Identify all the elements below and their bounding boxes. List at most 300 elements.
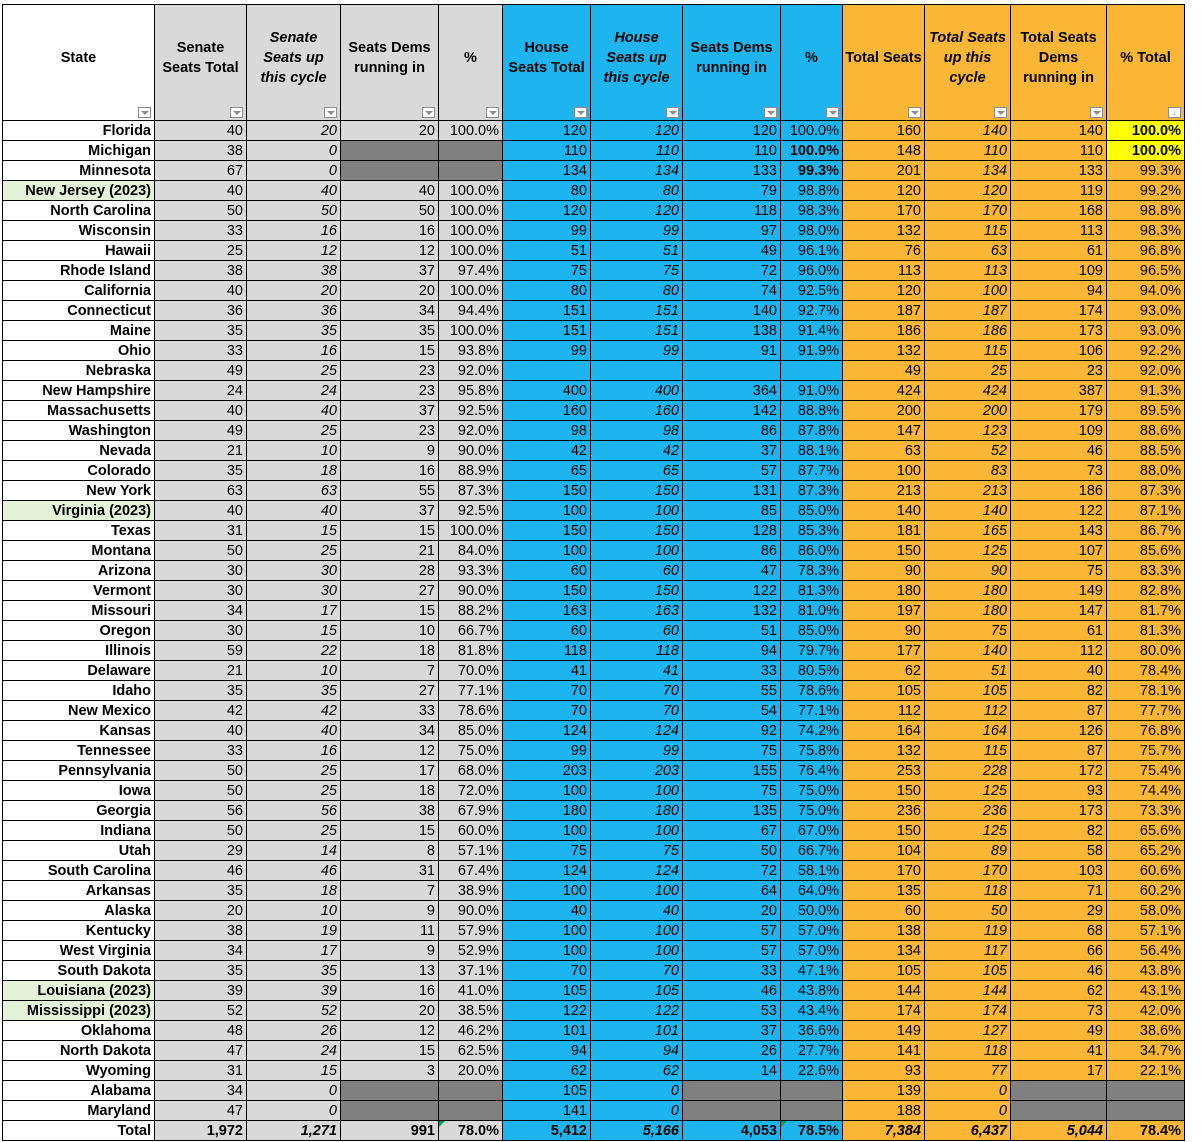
cell[interactable]: 101 — [503, 1021, 591, 1041]
cell[interactable]: 75 — [925, 621, 1011, 641]
state-cell[interactable]: California — [3, 281, 155, 301]
cell[interactable]: 58.0% — [1107, 901, 1185, 921]
cell[interactable]: 118 — [503, 641, 591, 661]
state-cell[interactable]: Idaho — [3, 681, 155, 701]
cell[interactable]: 77 — [925, 1061, 1011, 1081]
cell[interactable]: 132 — [843, 221, 925, 241]
cell[interactable]: 132 — [843, 341, 925, 361]
cell[interactable]: 22.6% — [781, 1061, 843, 1081]
cell[interactable]: 100.0% — [439, 321, 503, 341]
state-cell[interactable]: Maryland — [3, 1101, 155, 1121]
cell[interactable]: 170 — [925, 201, 1011, 221]
cell[interactable]: 87.8% — [781, 421, 843, 441]
cell[interactable]: 203 — [591, 761, 683, 781]
cell[interactable]: 150 — [591, 481, 683, 501]
filter-dropdown-icon[interactable] — [666, 107, 679, 118]
cell[interactable]: 30 — [247, 561, 341, 581]
cell[interactable]: 96.8% — [1107, 241, 1185, 261]
cell[interactable]: 57.9% — [439, 921, 503, 941]
cell[interactable]: 0 — [247, 1081, 341, 1101]
cell[interactable]: 105 — [503, 981, 591, 1001]
cell[interactable]: 99 — [503, 341, 591, 361]
cell[interactable] — [341, 141, 439, 161]
cell[interactable]: 144 — [925, 981, 1011, 1001]
cell[interactable]: 25 — [925, 361, 1011, 381]
state-cell[interactable]: Pennsylvania — [3, 761, 155, 781]
cell[interactable]: 17 — [247, 941, 341, 961]
state-cell[interactable]: Michigan — [3, 141, 155, 161]
state-cell[interactable]: Nebraska — [3, 361, 155, 381]
cell[interactable]: 20 — [341, 1001, 439, 1021]
cell[interactable]: 9 — [341, 901, 439, 921]
cell[interactable]: 31 — [155, 521, 247, 541]
cell[interactable]: 115 — [925, 221, 1011, 241]
cell[interactable]: 132 — [683, 601, 781, 621]
filter-dropdown-icon[interactable] — [1090, 107, 1103, 118]
cell[interactable]: 67.4% — [439, 861, 503, 881]
cell[interactable]: 150 — [843, 821, 925, 841]
cell[interactable]: 120 — [503, 201, 591, 221]
cell[interactable]: 100 — [591, 781, 683, 801]
cell[interactable]: 62 — [843, 661, 925, 681]
filter-dropdown-icon[interactable] — [826, 107, 839, 118]
filter-dropdown-icon[interactable] — [230, 107, 243, 118]
cell[interactable]: 46 — [155, 861, 247, 881]
cell[interactable]: 100.0% — [439, 181, 503, 201]
cell[interactable]: 12 — [341, 1021, 439, 1041]
cell[interactable]: 60 — [503, 621, 591, 641]
cell[interactable]: 28 — [341, 561, 439, 581]
cell[interactable]: 8 — [341, 841, 439, 861]
cell[interactable]: 127 — [925, 1021, 1011, 1041]
cell[interactable]: 140 — [683, 301, 781, 321]
state-cell[interactable]: New Mexico — [3, 701, 155, 721]
cell[interactable]: 160 — [503, 401, 591, 421]
cell[interactable]: 88.8% — [781, 401, 843, 421]
cell[interactable]: 88.1% — [781, 441, 843, 461]
cell[interactable]: 40 — [591, 901, 683, 921]
cell[interactable]: 67 — [155, 161, 247, 181]
cell[interactable]: 60 — [843, 901, 925, 921]
state-cell[interactable]: Illinois — [3, 641, 155, 661]
cell[interactable]: 80 — [591, 281, 683, 301]
cell[interactable]: 92.5% — [439, 501, 503, 521]
state-cell[interactable]: New Hampshire — [3, 381, 155, 401]
cell[interactable]: 96.1% — [781, 241, 843, 261]
cell[interactable]: 124 — [591, 721, 683, 741]
cell[interactable]: 43.8% — [781, 981, 843, 1001]
cell[interactable]: 74.4% — [1107, 781, 1185, 801]
cell[interactable]: 64 — [683, 881, 781, 901]
cell[interactable]: 120 — [843, 181, 925, 201]
cell[interactable]: 100 — [503, 881, 591, 901]
state-cell[interactable]: Rhode Island — [3, 261, 155, 281]
cell[interactable]: 186 — [925, 321, 1011, 341]
cell[interactable]: 26 — [247, 1021, 341, 1041]
cell[interactable]: 5,166 — [591, 1121, 683, 1141]
cell[interactable]: 122 — [591, 1001, 683, 1021]
cell[interactable]: 25 — [247, 761, 341, 781]
cell[interactable]: 100 — [503, 941, 591, 961]
filter-dropdown-icon[interactable] — [908, 107, 921, 118]
cell[interactable]: 97.4% — [439, 261, 503, 281]
cell[interactable]: 82.8% — [1107, 581, 1185, 601]
cell[interactable]: 125 — [925, 781, 1011, 801]
cell[interactable]: 50 — [155, 201, 247, 221]
cell[interactable]: 77.1% — [781, 701, 843, 721]
state-cell[interactable]: Indiana — [3, 821, 155, 841]
cell[interactable]: 59 — [155, 641, 247, 661]
cell[interactable]: 236 — [925, 801, 1011, 821]
cell[interactable]: 87.3% — [439, 481, 503, 501]
cell[interactable]: 35 — [155, 321, 247, 341]
cell[interactable]: 38 — [341, 801, 439, 821]
cell[interactable]: 57 — [683, 461, 781, 481]
cell[interactable]: 99 — [503, 741, 591, 761]
cell[interactable]: 94 — [591, 1041, 683, 1061]
cell[interactable]: 81.0% — [781, 601, 843, 621]
state-cell[interactable]: North Carolina — [3, 201, 155, 221]
cell[interactable]: 74.2% — [781, 721, 843, 741]
cell[interactable]: 141 — [503, 1101, 591, 1121]
cell[interactable]: 74 — [683, 281, 781, 301]
cell[interactable]: 87.7% — [781, 461, 843, 481]
cell[interactable]: 27 — [341, 681, 439, 701]
cell[interactable]: 92.5% — [439, 401, 503, 421]
cell[interactable]: 17 — [247, 601, 341, 621]
cell[interactable]: 93 — [843, 1061, 925, 1081]
cell[interactable]: 70 — [591, 701, 683, 721]
cell[interactable]: 56 — [155, 801, 247, 821]
filter-dropdown-icon[interactable] — [422, 107, 435, 118]
cell[interactable]: 98.8% — [1107, 201, 1185, 221]
filter-dropdown-icon[interactable] — [324, 107, 337, 118]
cell[interactable]: 187 — [925, 301, 1011, 321]
state-cell[interactable]: Kansas — [3, 721, 155, 741]
cell[interactable]: 34 — [155, 941, 247, 961]
cell[interactable]: 25 — [247, 781, 341, 801]
cell[interactable]: 93 — [1011, 781, 1107, 801]
cell[interactable]: 132 — [843, 741, 925, 761]
cell[interactable]: 13 — [341, 961, 439, 981]
cell[interactable]: 131 — [683, 481, 781, 501]
state-cell[interactable]: Oklahoma — [3, 1021, 155, 1041]
cell[interactable]: 18 — [341, 781, 439, 801]
cell[interactable]: 78.5% — [781, 1121, 843, 1141]
cell[interactable]: 82 — [1011, 821, 1107, 841]
cell[interactable]: 85.0% — [781, 621, 843, 641]
cell[interactable]: 88.5% — [1107, 441, 1185, 461]
cell[interactable]: 18 — [341, 641, 439, 661]
state-cell[interactable]: Washington — [3, 421, 155, 441]
cell[interactable]: 144 — [843, 981, 925, 1001]
cell[interactable]: 135 — [843, 881, 925, 901]
cell[interactable]: 100 — [503, 781, 591, 801]
cell[interactable]: 134 — [843, 941, 925, 961]
cell[interactable]: 364 — [683, 381, 781, 401]
cell[interactable]: 120 — [925, 181, 1011, 201]
cell[interactable]: 160 — [591, 401, 683, 421]
sort-descending-icon[interactable] — [1168, 107, 1181, 118]
cell[interactable]: 56 — [247, 801, 341, 821]
cell[interactable]: 118 — [925, 881, 1011, 901]
cell[interactable]: 33 — [683, 961, 781, 981]
cell[interactable] — [683, 361, 781, 381]
cell[interactable]: 88.6% — [1107, 421, 1185, 441]
cell[interactable]: 11 — [341, 921, 439, 941]
cell[interactable]: 150 — [591, 581, 683, 601]
cell[interactable]: 149 — [843, 1021, 925, 1041]
cell[interactable]: 43.8% — [1107, 961, 1185, 981]
cell[interactable]: 18 — [247, 461, 341, 481]
state-cell[interactable]: Colorado — [3, 461, 155, 481]
cell[interactable]: 0 — [925, 1101, 1011, 1121]
cell[interactable]: 17 — [1011, 1061, 1107, 1081]
cell[interactable]: 100.0% — [439, 521, 503, 541]
cell[interactable]: 24 — [155, 381, 247, 401]
cell[interactable]: 80.5% — [781, 661, 843, 681]
cell[interactable]: 53 — [683, 1001, 781, 1021]
cell[interactable] — [781, 1101, 843, 1121]
cell[interactable]: 200 — [925, 401, 1011, 421]
cell[interactable]: 179 — [1011, 401, 1107, 421]
state-cell[interactable]: Kentucky — [3, 921, 155, 941]
cell[interactable]: 14 — [247, 841, 341, 861]
cell[interactable]: 118 — [683, 201, 781, 221]
cell[interactable]: 99.2% — [1107, 181, 1185, 201]
cell[interactable]: 63 — [925, 241, 1011, 261]
cell[interactable]: 40 — [155, 181, 247, 201]
cell[interactable]: 40 — [503, 901, 591, 921]
cell[interactable]: 37.1% — [439, 961, 503, 981]
cell[interactable]: 125 — [925, 821, 1011, 841]
cell[interactable]: 93.0% — [1107, 321, 1185, 341]
cell[interactable]: 60.0% — [439, 821, 503, 841]
cell[interactable]: 186 — [1011, 481, 1107, 501]
cell[interactable]: 103 — [1011, 861, 1107, 881]
cell[interactable]: 87 — [1011, 741, 1107, 761]
cell[interactable]: 90.0% — [439, 901, 503, 921]
cell[interactable]: 79 — [683, 181, 781, 201]
cell[interactable]: 75.8% — [781, 741, 843, 761]
cell[interactable]: 52 — [925, 441, 1011, 461]
cell[interactable]: 78.4% — [1107, 1121, 1185, 1141]
cell[interactable]: 76.4% — [781, 761, 843, 781]
cell[interactable]: 151 — [591, 321, 683, 341]
cell[interactable]: 82 — [1011, 681, 1107, 701]
cell[interactable]: 149 — [1011, 581, 1107, 601]
cell[interactable]: 138 — [843, 921, 925, 941]
cell[interactable]: 163 — [503, 601, 591, 621]
cell[interactable]: 7 — [341, 881, 439, 901]
cell[interactable]: 35 — [155, 681, 247, 701]
cell[interactable]: 49 — [1011, 1021, 1107, 1041]
cell[interactable]: 150 — [843, 541, 925, 561]
cell[interactable]: 1,972 — [155, 1121, 247, 1141]
cell[interactable]: 115 — [925, 741, 1011, 761]
cell[interactable]: 20 — [155, 901, 247, 921]
cell[interactable]: 51 — [503, 241, 591, 261]
cell[interactable]: 54 — [683, 701, 781, 721]
cell[interactable]: 4,053 — [683, 1121, 781, 1141]
cell[interactable]: 57.1% — [1107, 921, 1185, 941]
cell[interactable]: 70 — [503, 681, 591, 701]
cell[interactable]: 15 — [341, 521, 439, 541]
state-cell[interactable]: Georgia — [3, 801, 155, 821]
cell[interactable] — [781, 361, 843, 381]
cell[interactable]: 16 — [247, 741, 341, 761]
cell[interactable]: 0 — [591, 1101, 683, 1121]
state-cell[interactable]: Maine — [3, 321, 155, 341]
filter-dropdown-icon[interactable] — [486, 107, 499, 118]
cell[interactable] — [683, 1101, 781, 1121]
state-cell[interactable]: Louisiana (2023) — [3, 981, 155, 1001]
cell[interactable]: 122 — [1011, 501, 1107, 521]
cell[interactable]: 56.4% — [1107, 941, 1185, 961]
cell[interactable]: 100.0% — [439, 241, 503, 261]
state-cell[interactable]: New Jersey (2023) — [3, 181, 155, 201]
cell[interactable]: 90 — [843, 561, 925, 581]
cell[interactable]: 40 — [341, 181, 439, 201]
cell[interactable]: 99.3% — [1107, 161, 1185, 181]
cell[interactable]: 16 — [341, 461, 439, 481]
cell[interactable]: 110 — [503, 141, 591, 161]
cell[interactable]: 42 — [591, 441, 683, 461]
cell[interactable]: 96.5% — [1107, 261, 1185, 281]
cell[interactable]: 174 — [1011, 301, 1107, 321]
cell[interactable]: 46 — [683, 981, 781, 1001]
cell[interactable]: 57 — [683, 941, 781, 961]
cell[interactable]: 89 — [925, 841, 1011, 861]
cell[interactable]: 151 — [591, 301, 683, 321]
cell[interactable]: 41 — [591, 661, 683, 681]
cell[interactable]: 80 — [503, 281, 591, 301]
cell[interactable]: 91.3% — [1107, 381, 1185, 401]
cell[interactable]: 100 — [503, 821, 591, 841]
cell[interactable]: 49 — [683, 241, 781, 261]
cell[interactable]: 5,412 — [503, 1121, 591, 1141]
cell[interactable]: 100 — [503, 921, 591, 941]
cell[interactable]: 83.3% — [1107, 561, 1185, 581]
total-label[interactable]: Total — [3, 1121, 155, 1141]
cell[interactable]: 25 — [247, 421, 341, 441]
cell[interactable]: 88.9% — [439, 461, 503, 481]
cell[interactable]: 33 — [155, 221, 247, 241]
cell[interactable]: 51 — [591, 241, 683, 261]
cell[interactable]: 203 — [503, 761, 591, 781]
cell[interactable]: 400 — [503, 381, 591, 401]
cell[interactable]: 70 — [591, 681, 683, 701]
cell[interactable] — [341, 161, 439, 181]
cell[interactable]: 50 — [341, 201, 439, 221]
cell[interactable]: 119 — [1011, 181, 1107, 201]
cell[interactable]: 29 — [155, 841, 247, 861]
state-cell[interactable]: Mississippi (2023) — [3, 1001, 155, 1021]
state-cell[interactable]: Wyoming — [3, 1061, 155, 1081]
cell[interactable]: 37 — [341, 401, 439, 421]
cell[interactable]: 96.0% — [781, 261, 843, 281]
cell[interactable]: 100.0% — [1107, 141, 1185, 161]
cell[interactable]: 94.0% — [1107, 281, 1185, 301]
state-cell[interactable]: North Dakota — [3, 1041, 155, 1061]
state-cell[interactable]: New York — [3, 481, 155, 501]
cell[interactable]: 20 — [341, 281, 439, 301]
cell[interactable]: 25 — [247, 821, 341, 841]
cell[interactable]: 62 — [1011, 981, 1107, 1001]
cell[interactable]: 164 — [843, 721, 925, 741]
cell[interactable]: 9 — [341, 941, 439, 961]
cell[interactable]: 50 — [683, 841, 781, 861]
cell[interactable]: 29 — [1011, 901, 1107, 921]
cell[interactable]: 60 — [591, 621, 683, 641]
cell[interactable]: 77.1% — [439, 681, 503, 701]
filter-dropdown-icon[interactable] — [574, 107, 587, 118]
cell[interactable]: 78.6% — [439, 701, 503, 721]
cell[interactable]: 75 — [591, 261, 683, 281]
cell[interactable]: 92.2% — [1107, 341, 1185, 361]
cell[interactable]: 173 — [1011, 801, 1107, 821]
cell[interactable]: 60.2% — [1107, 881, 1185, 901]
cell[interactable]: 99 — [503, 221, 591, 241]
cell[interactable] — [439, 161, 503, 181]
cell[interactable]: 78.6% — [781, 681, 843, 701]
cell[interactable]: 67.9% — [439, 801, 503, 821]
cell[interactable]: 105 — [925, 681, 1011, 701]
cell[interactable]: 16 — [341, 981, 439, 1001]
cell[interactable]: 12 — [247, 241, 341, 261]
cell[interactable]: 89.5% — [1107, 401, 1185, 421]
cell[interactable]: 81.3% — [1107, 621, 1185, 641]
cell[interactable]: 172 — [1011, 761, 1107, 781]
cell[interactable]: 125 — [925, 541, 1011, 561]
cell[interactable]: 34 — [155, 1081, 247, 1101]
cell[interactable]: 62 — [503, 1061, 591, 1081]
cell[interactable]: 105 — [843, 681, 925, 701]
cell[interactable]: 109 — [1011, 421, 1107, 441]
cell[interactable] — [1107, 1101, 1185, 1121]
cell[interactable]: 12 — [341, 241, 439, 261]
cell[interactable]: 25 — [247, 541, 341, 561]
cell[interactable]: 100.0% — [439, 201, 503, 221]
cell[interactable]: 138 — [683, 321, 781, 341]
cell[interactable]: 42 — [155, 701, 247, 721]
cell[interactable]: 40 — [247, 501, 341, 521]
cell[interactable]: 63 — [247, 481, 341, 501]
cell[interactable]: 30 — [155, 561, 247, 581]
cell[interactable]: 50 — [155, 761, 247, 781]
cell[interactable]: 17 — [341, 761, 439, 781]
cell[interactable]: 113 — [925, 261, 1011, 281]
cell[interactable]: 49 — [155, 421, 247, 441]
cell[interactable]: 201 — [843, 161, 925, 181]
cell[interactable]: 87.3% — [1107, 481, 1185, 501]
cell[interactable]: 78.3% — [781, 561, 843, 581]
cell[interactable]: 66.7% — [781, 841, 843, 861]
cell[interactable] — [341, 1081, 439, 1101]
cell[interactable]: 98.8% — [781, 181, 843, 201]
cell[interactable]: 43.1% — [1107, 981, 1185, 1001]
cell[interactable]: 30 — [155, 581, 247, 601]
cell[interactable]: 93.8% — [439, 341, 503, 361]
cell[interactable]: 60.6% — [1107, 861, 1185, 881]
cell[interactable]: 70 — [591, 961, 683, 981]
cell[interactable]: 105 — [925, 961, 1011, 981]
cell[interactable]: 5,044 — [1011, 1121, 1107, 1141]
cell[interactable]: 1,271 — [247, 1121, 341, 1141]
cell[interactable]: 40 — [247, 401, 341, 421]
cell[interactable]: 40 — [247, 721, 341, 741]
cell[interactable]: 49 — [155, 361, 247, 381]
